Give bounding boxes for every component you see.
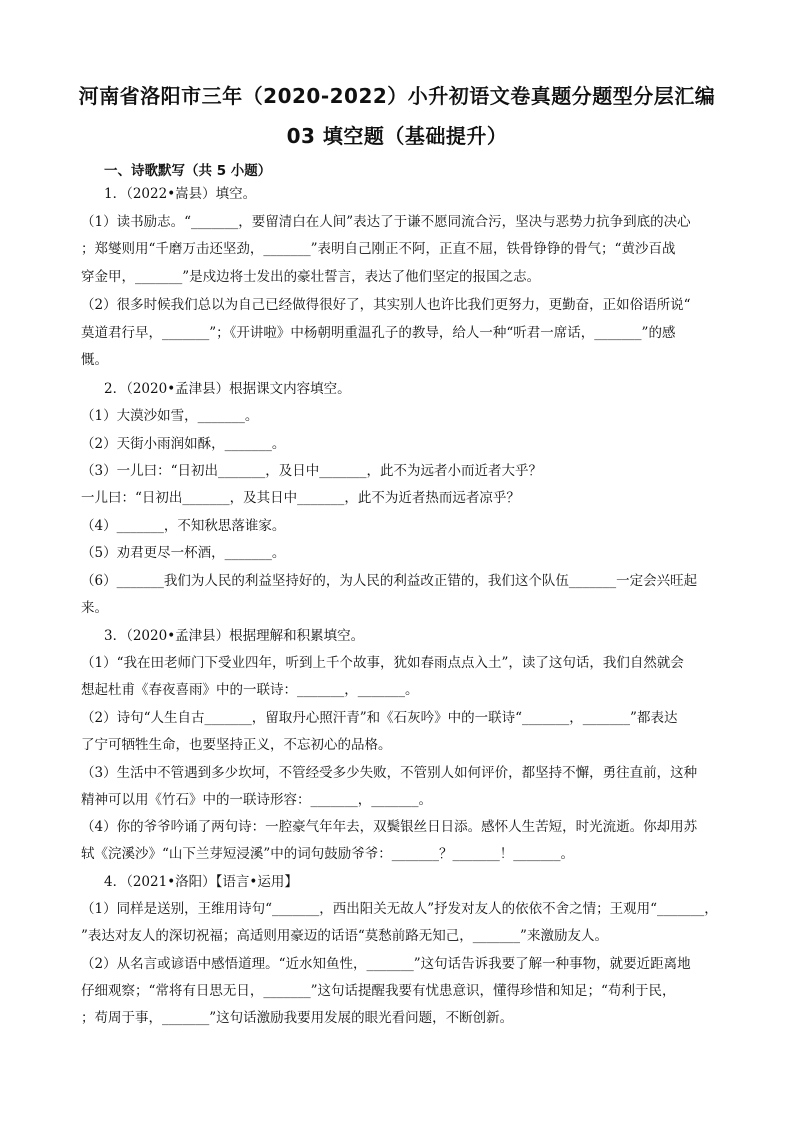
section-heading: 一、诗歌默写（共 5 小题）	[104, 163, 272, 179]
question-text-line: 穿金甲，_______”是戍边将士发出的豪壮誓言，表达了他们坚定的报国之志。	[81, 269, 541, 285]
question-3-heading: 3．（2020•孟津县）根据理解和积累填空。	[104, 628, 365, 644]
question-text-line: （6）_______我们为人民的利益坚持好的，为人民的利益改正错的，我们这个队伍_______一定会兴旺起	[81, 573, 698, 589]
question-text-line: （4）_______，不知秋思落谁家。	[81, 518, 286, 534]
question-text-line: （3）生活中不管遇到多少坎坷，不管经受多少失败，不管别人如何评价，都坚持不懈，勇往直前，这种	[81, 765, 698, 781]
question-text-line: ”表达对友人的深切祝福；高适则用豪迈的话语“莫愁前路无知己，_______”来激励友人。	[81, 928, 608, 944]
document-title-line1: 河南省洛阳市三年（2020-2022）小升初语文卷真题分题型分层汇编	[78, 84, 716, 108]
question-text-line: （2）很多时候我们总以为自己已经做得很好了，其实别人也许比我们更努力，更勤奋，正如俗语所说“	[81, 297, 691, 313]
question-text-line: （4）你的爷爷吟诵了两句诗：一腔豪气年年去，双鬓银丝日日添。感怀人生苦短，时光流逝。你却用苏	[81, 819, 698, 835]
question-text-line: 想起杜甫《春夜喜雨》中的一联诗：_______，_______。	[81, 682, 419, 698]
question-text-line: 莫道君行早，_______”；《开讲啦》中杨朝明重温孔子的教导，给人一种“听君一席话，_______”的感	[81, 325, 676, 341]
question-text-line: （1）大漠沙如雪，_______。	[81, 408, 259, 424]
question-text-line: 轼《浣溪沙》“山下兰芽短浸溪”中的词句鼓励爷爷：_______？_______！_______。	[81, 846, 575, 862]
question-4-heading: 4．（2021•洛阳）【语言•运用】	[104, 874, 298, 890]
question-text-line: 仔细观察；“常将有日思无日，_______”这句话提醒我要有忧患意识，懂得珍惜和知足；“苟利于民，	[81, 983, 676, 999]
question-2-heading: 2．（2020•孟津县）根据课文内容填空。	[104, 381, 351, 397]
question-text-line: （1）“我在田老师门下受业四年，听到上千个故事，犹如春雨点点入土”，读了这句话，我们自然就会	[81, 655, 684, 671]
document-title-line2: 03 填空题（基础提升）	[286, 124, 508, 148]
question-text-line: ；郑燮则用“千磨万击还坚劲，_______”表明自己刚正不阿，正直不屈，铁骨铮铮的骨气；“黄沙百战	[81, 241, 676, 257]
question-text-line: （2）诗句“人生自古_______，留取丹心照汗青”和《石灰吟》中的一联诗“_______，_______”都表达	[81, 710, 678, 726]
question-text-line: （2）天街小雨润如酥，_______。	[81, 436, 286, 452]
question-1-heading: 1．（2022•嵩县）填空。	[104, 186, 257, 202]
question-text-line: ；苟周于事，_______”这句话激励我要用发展的眼光看问题，不断创新。	[81, 1010, 514, 1026]
question-text-line: 精神可以用《竹石》中的一联诗形容：_______，_______。	[81, 792, 432, 808]
question-text-line: （5）劝君更尽一杯酒，_______。	[81, 545, 286, 561]
question-text-line: （3）一儿曰：“日初出_______，及日中_______，此不为远者小而近者大乎？	[81, 463, 542, 479]
question-text-line: 来。	[81, 600, 108, 616]
question-text-line: 一儿曰：“日初出_______，及其日中_______，此不为近者热而远者凉乎？	[81, 490, 520, 506]
question-text-line: （1）读书励志。“_______，要留清白在人间”表达了于谦不愿同流合污，坚决与恶势力抗争到底的决心	[81, 214, 691, 230]
question-text-line: （2）从名言或谚语中感悟道理。“近水知鱼性，_______”这句话告诉我要了解一种事物，就要近距离地	[81, 956, 691, 972]
question-text-line: 了宁可牺牲生命，也要坚持正义，不忘初心的品格。	[81, 737, 392, 753]
question-text-line: 慨。	[81, 352, 108, 368]
question-text-line: （1）同样是送别，王维用诗句“_______，西出阳关无故人”抒发对友人的依依不舍之情；王观用“_______，	[81, 901, 718, 917]
